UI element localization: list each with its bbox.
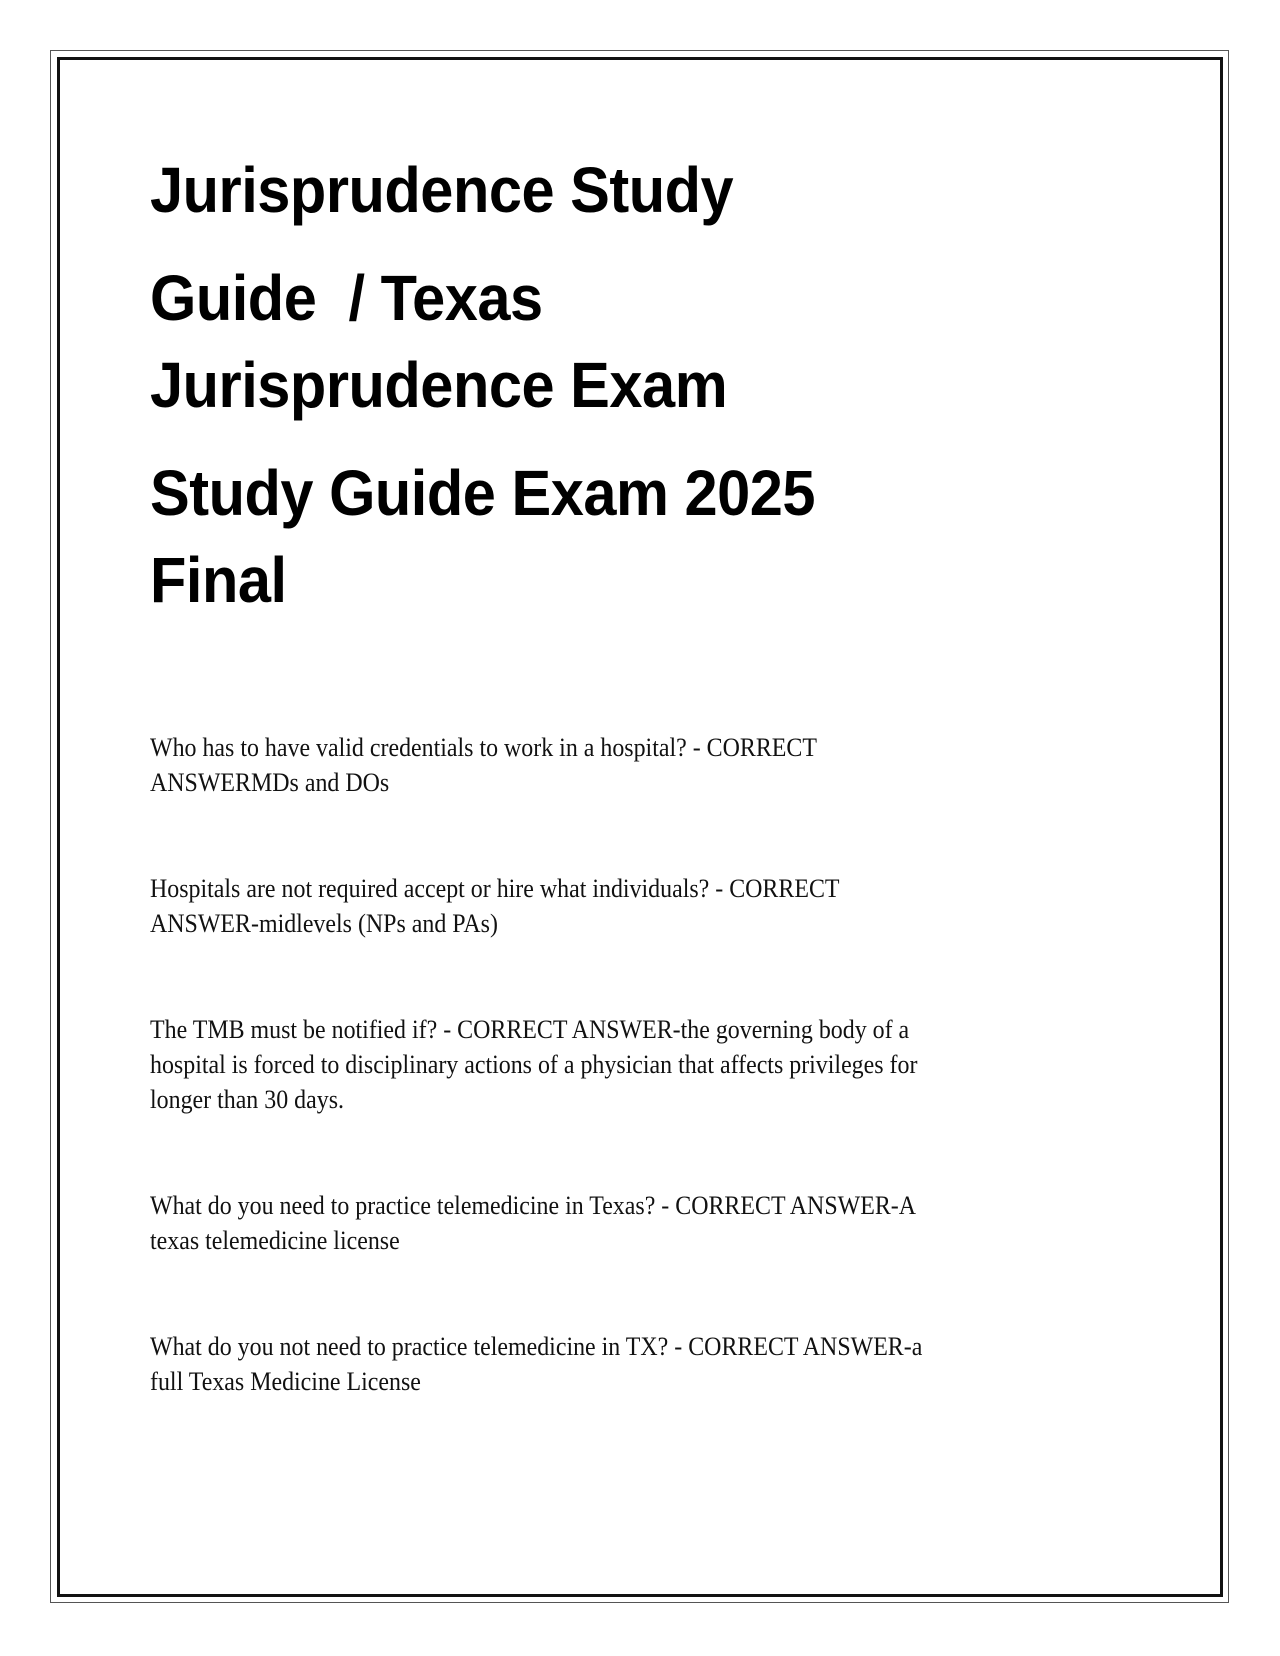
- title-line: Guide / Texas: [150, 262, 543, 334]
- qa-line: The TMB must be notified if? - CORRECT ANSWER-the governing body of a: [150, 1015, 910, 1044]
- qa-line: ANSWER-midlevels (NPs and PAs): [150, 909, 498, 938]
- title-line: Jurisprudence Study: [150, 154, 734, 226]
- qa-line: Who has to have valid credentials to work in a hospital? - CORRECT: [150, 733, 817, 762]
- qa-item: [150, 1188, 983, 1258]
- qa-item: [150, 730, 875, 800]
- title-line: Study Guide Exam 2025: [150, 457, 816, 529]
- qa-line: longer than 30 days.: [150, 1085, 344, 1114]
- qa-line: What do you need to practice telemedicine in Texas? - CORRECT ANSWER-A: [150, 1191, 917, 1220]
- qa-line: texas telemedicine license: [150, 1226, 400, 1255]
- qa-item: [150, 1012, 984, 1117]
- qa-line: Hospitals are not required accept or hire what individuals? - CORRECT: [150, 874, 840, 903]
- qa-item: [150, 1329, 990, 1399]
- qa-line: full Texas Medicine License: [150, 1367, 421, 1396]
- title-line: Jurisprudence Exam: [150, 349, 728, 421]
- qa-line: hospital is forced to disciplinary actions of a physician that affects privileges for: [150, 1050, 918, 1079]
- qa-line: ANSWERMDs and DOs: [150, 768, 390, 797]
- qa-item: [150, 871, 899, 941]
- title-line: Final: [150, 544, 287, 616]
- qa-line: What do you not need to practice telemedicine in TX? - CORRECT ANSWER-a: [150, 1332, 923, 1361]
